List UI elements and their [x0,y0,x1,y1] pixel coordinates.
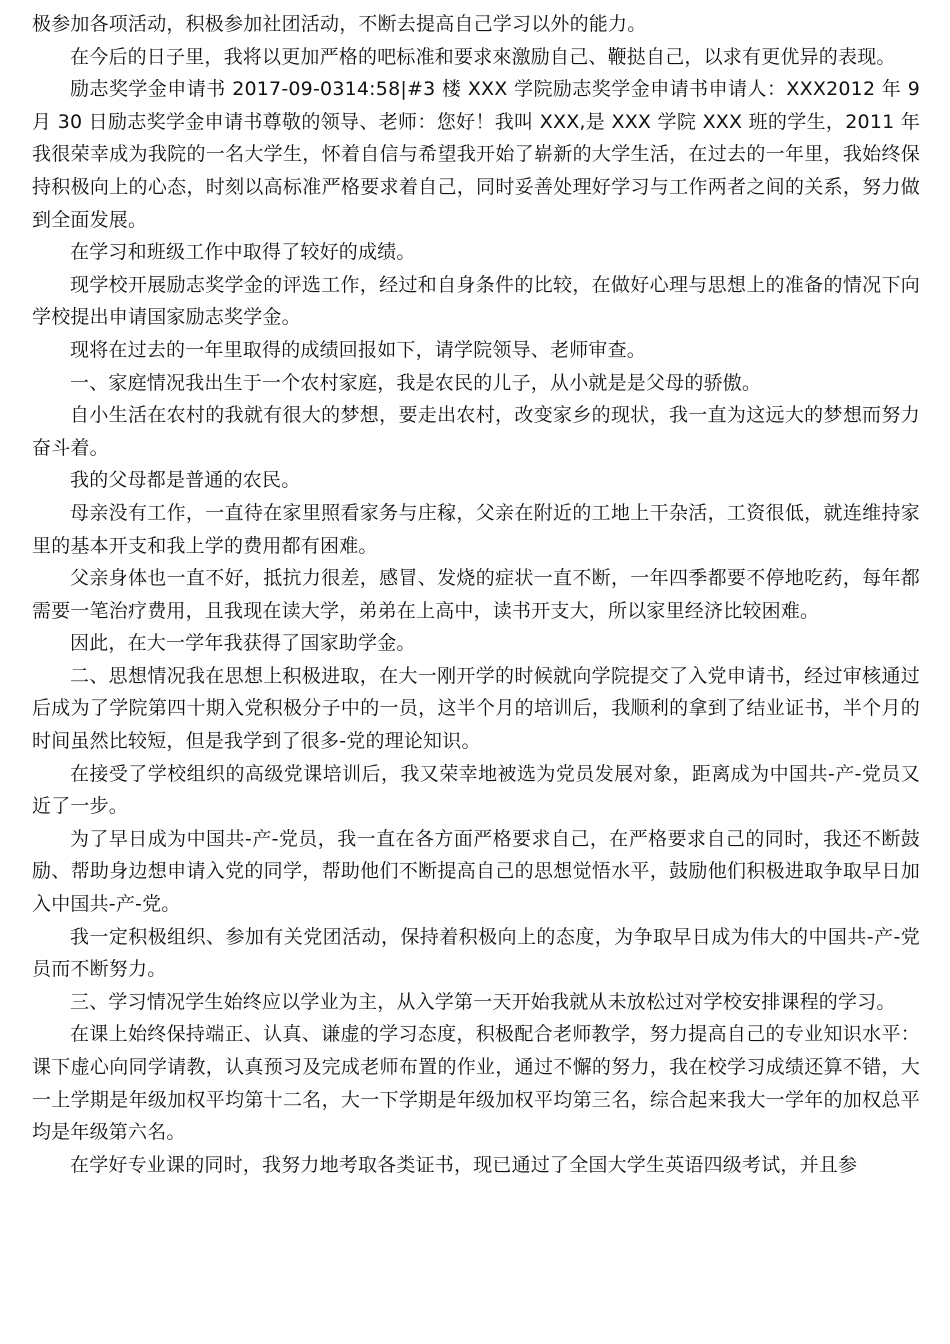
paragraph-13: 二、思想情况我在思想上积极进取，在大一刚开学的时候就向学院提交了入党申请书，经过审核通过后成为了学院第四十期入党积极分子中的一员，这半个月的培训后，我顺利的拿到了结业证书，半个月的时间虽然比较短，但是我学到了很多-党的理论知识。 [32,664,920,753]
paragraph-7: 一、家庭情况我出生于一个农村家庭，我是农民的儿子，从小就是是父母的骄傲。 [70,371,762,394]
paragraph-5: 现学校开展励志奖学金的评选工作，经过和自身条件的比较，在做好心理与思想上的准备的情况下向学校提出申请国家励志奖学金。 [32,273,920,329]
paragraph-19: 在学好专业课的同时，我努力地考取各类证书，现已通过了全国大学生英语四级考试，并且参 [70,1153,858,1176]
paragraph-6: 现将在过去的一年里取得的成绩回报如下，请学院领导、老师审查。 [70,338,647,361]
paragraph-14: 在接受了学校组织的高级党课培训后，我又荣幸地被选为党员发展对象，距离成为中国共-产-党员又近了一步。 [32,762,920,818]
paragraph-11: 父亲身体也一直不好，抵抗力很差，感冒、发烧的症状一直不断，一年四季都要不停地吃药，每年都需要一笔治疗费用，且我现在读大学，弟弟在上高中，读书开支大，所以家里经济比较困难。 [32,567,920,622]
document-body [32,8,920,1181]
paragraph-18: 在课上始终保持端正、认真、谦虚的学习态度，积极配合老师教学，努力提高自己的专业知识水平：课下虚心向同学请教，认真预习及完成老师布置的作业，通过不懈的努力，我在校学习成绩还算不错，大一上学期是年级加权平均第十二名，大一下学期是年级加权平均第三名，综合起来我大一学年的加权总平均是年级第六名。 [32,1023,920,1144]
paragraph-4: 在学习和班级工作中取得了较好的成绩。 [70,241,416,264]
paragraph-16: 我一定积极组织、参加有关党团活动，保持着积极向上的态度，为争取早日成为伟大的中国共-产-党员而不断努力。 [32,925,920,981]
paragraph-2: 在今后的日子里，我将以更加严格的吧标准和要求來激励自己、鞭挞自己，以求有更优异的表现。 [70,45,896,68]
paragraph-3: 励志奖学金申请书 2017-09-0314:58|#3 楼 XXX 学院励志奖学金申请书申请人：XXX2012 年 9 月 30 日励志奖学金申请书尊敬的领导、老师：您好！我叫 XXX,是 XXX 学院 XXX 班的学生，2011 年我很荣幸成为我院的一名大学生，怀着自信与希望我开始了崭新的大学生活，在过去的一年里，我始终保持积极向上的心态，时刻以高标准严格要求着自己，同时妥善处理好学习与工作两者之间的关系，努力做到全面发展。 [32,78,920,231]
paragraph-8: 自小生活在农村的我就有很大的梦想，要走出农村，改变家乡的现状，我一直为这远大的梦想而努力奋斗着。 [32,404,920,459]
paragraph-17: 三、学习情况学生始终应以学业为主，从入学第一天开始我就从未放松过对学校安排课程的学习。 [70,990,896,1013]
paragraph-10: 母亲没有工作，一直待在家里照看家务与庄稼，父亲在附近的工地上干杂活，工资很低，就连维持家里的基本开支和我上学的费用都有困难。 [32,501,920,557]
paragraph-15: 为了早日成为中国共-产-党员，我一直在各方面严格要求自己，在严格要求自己的同时，我还不断鼓励、帮助身边想申请入党的同学，帮助他们不断提高自己的思想觉悟水平，鼓励他们积极进取争取早日加入中国共-产-党。 [32,827,920,916]
paragraph-9: 我的父母都是普通的农民。 [70,469,301,492]
paragraph-12: 因此，在大一学年我获得了国家助学金。 [70,632,416,655]
paragraph-1: 极参加各项活动，积极参加社团活动，不断去提高自己学习以外的能力。 [32,13,647,35]
